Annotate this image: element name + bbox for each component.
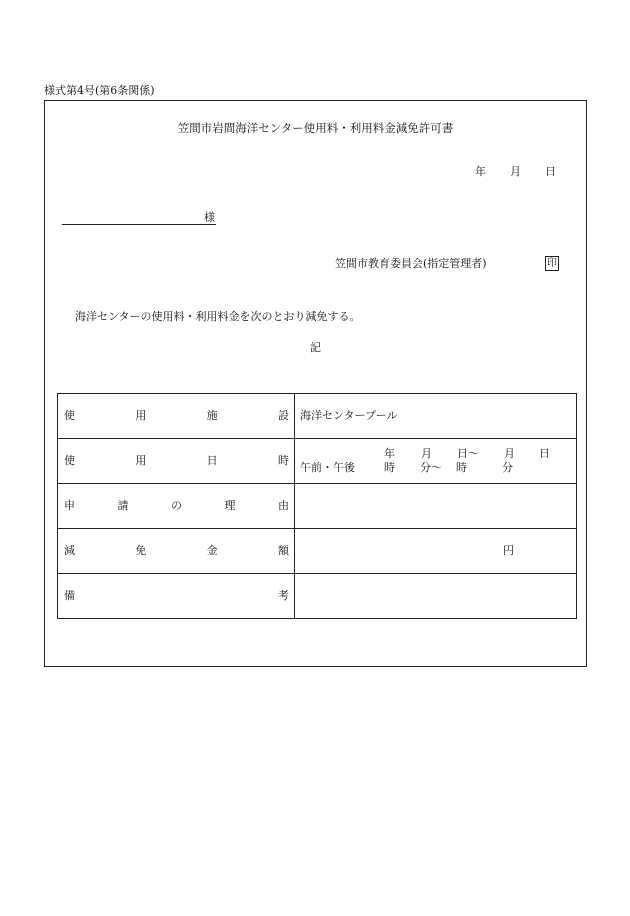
date-cell: 日～ — [457, 447, 479, 460]
label-char: 日 — [206, 454, 218, 467]
value-datetime — [295, 439, 577, 484]
time-cell: 時 — [456, 461, 467, 474]
label-char: 用 — [135, 409, 147, 422]
table-row-remarks — [58, 574, 577, 619]
date-cell: 日 — [539, 447, 550, 460]
issuer-name: 笠間市教育委員会(指定管理者) — [335, 257, 487, 270]
label-amount — [58, 529, 295, 574]
amount-unit: 円 — [503, 544, 514, 557]
permit-document-frame — [44, 100, 587, 667]
label-char: 由 — [278, 499, 289, 512]
body-statement: 海洋センターの使用料・利用料金を次のとおり減免する。 — [75, 310, 361, 323]
form-number-label: 様式第4号(第6条関係) — [44, 84, 155, 97]
document-title: 笠間市岩間海洋センター使用料・利用料金減免許可書 — [177, 121, 454, 135]
table-row-amount — [58, 529, 577, 574]
date-cell: 年 — [384, 447, 395, 460]
label-char: 申 — [64, 499, 75, 512]
facility-name: 海洋センタープール — [300, 409, 398, 422]
label-char: 時 — [277, 454, 289, 467]
time-cell: 時 — [384, 461, 395, 474]
datetime-date-row — [295, 447, 576, 461]
date-cell: 月 — [504, 447, 515, 460]
date-cell: 月 — [421, 447, 432, 460]
addressee-suffix: 様 — [204, 211, 215, 224]
date-year: 年 — [475, 165, 486, 178]
seal-box: 印 — [547, 258, 557, 269]
label-char: の — [171, 499, 182, 512]
label-char: 備 — [64, 589, 75, 602]
label-char: 請 — [117, 499, 129, 512]
time-cell: 午前・午後 — [300, 461, 355, 474]
label-datetime — [58, 439, 295, 484]
label-char: 使 — [64, 454, 75, 467]
datetime-time-row — [295, 461, 576, 475]
label-remarks — [58, 574, 295, 619]
label-char: 施 — [206, 409, 218, 422]
date-month: 月 — [510, 165, 521, 178]
ki-heading: 記 — [310, 341, 321, 354]
detail-table — [57, 393, 577, 619]
value-reason — [295, 484, 577, 529]
addressee-line — [62, 211, 216, 225]
label-char: 減 — [64, 544, 75, 557]
label-char: 額 — [277, 544, 289, 557]
label-char: 設 — [277, 409, 289, 422]
value-facility — [295, 394, 577, 439]
label-facility — [58, 394, 295, 439]
label-char: 理 — [224, 499, 236, 512]
issue-date — [475, 165, 556, 179]
value-remarks — [295, 574, 577, 619]
table-row-datetime — [58, 439, 577, 484]
label-char: 考 — [278, 589, 289, 602]
date-day: 日 — [545, 165, 556, 178]
value-amount — [295, 529, 577, 574]
label-reason — [58, 484, 295, 529]
time-cell: 分～ — [420, 461, 442, 474]
time-cell: 分 — [502, 461, 513, 474]
label-char: 使 — [64, 409, 75, 422]
label-char: 免 — [135, 544, 147, 557]
table-row-facility — [58, 394, 577, 439]
label-char: 金 — [206, 544, 218, 557]
label-char: 用 — [135, 454, 147, 467]
table-row-reason — [58, 484, 577, 529]
